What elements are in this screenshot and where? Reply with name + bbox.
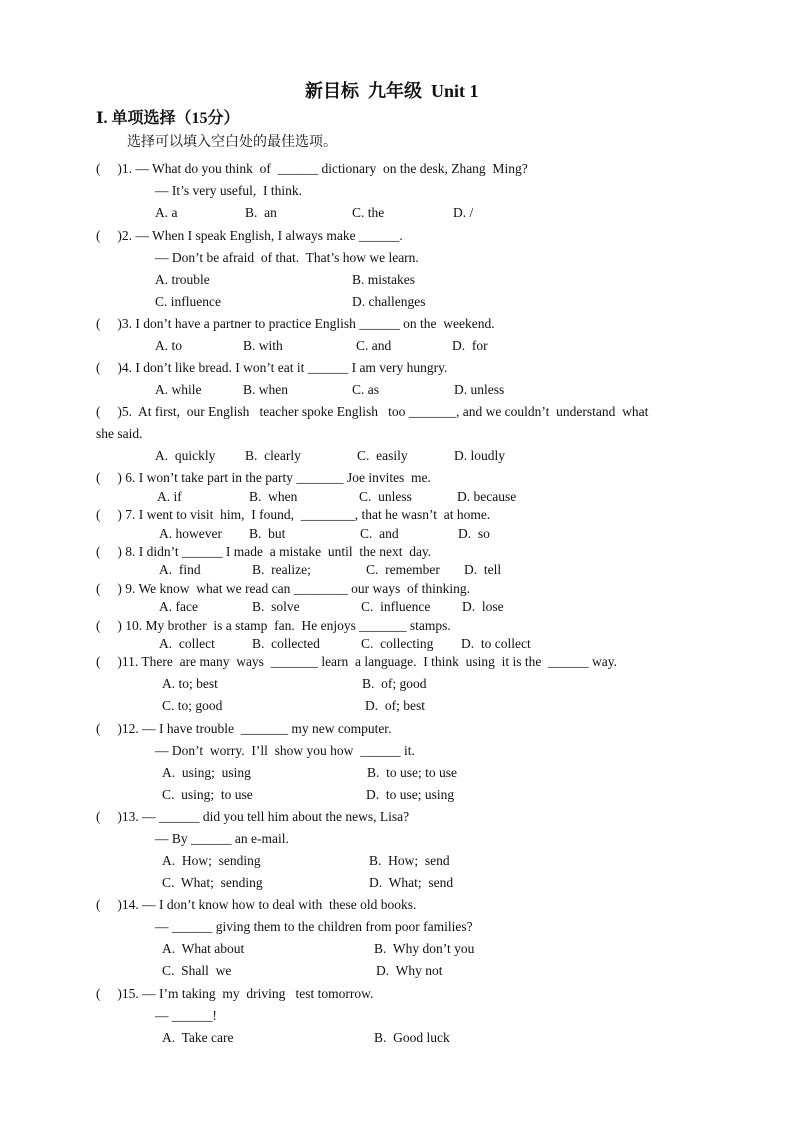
question-line: C. remember [366, 562, 440, 577]
question-line: A. a [155, 205, 178, 220]
question-line: B. when [243, 382, 288, 397]
question-line: A. What about [162, 941, 245, 956]
question-line: — By ______ an e-mail. [155, 831, 289, 846]
question-line: C. What; sending [162, 875, 263, 890]
question-line: D. for [452, 338, 488, 353]
question-line: B. Good luck [374, 1030, 450, 1045]
question-line: D. Why not [376, 963, 443, 978]
question-line: C. Shall we [162, 963, 232, 978]
question-stem: ( )5. At first, our English teacher spoke English too _______, and we couldn’t understand what [96, 404, 649, 419]
question-line: — ______! [155, 1008, 217, 1023]
question-line: B. of; good [362, 676, 427, 691]
question-line: B. realize; [252, 562, 311, 577]
question-stem: ( )4. I don’t like bread. I won’t eat it ______ I am very hungry. [96, 360, 448, 375]
question-line: D. so [458, 526, 490, 541]
question-line: C. influence [361, 599, 431, 614]
question-line: C. the [352, 205, 385, 220]
question-stem: ( )15. — I’m taking my driving test tomorrow. [96, 986, 374, 1001]
page-title: 新目标 九年级 Unit 1 [305, 81, 479, 101]
question-line: — Don’t be afraid of that. That’s how we learn. [155, 250, 419, 265]
question-line: B. but [249, 526, 286, 541]
question-line: B. to use; to use [367, 765, 457, 780]
question-stem: ( ) 8. I didn’t ______ I made a mistake until the next day. [96, 544, 432, 559]
question-line: A. while [155, 382, 202, 397]
question-line: D. to use; using [366, 787, 455, 802]
question-line: A. collect [159, 636, 215, 651]
question-line: she said. [96, 426, 143, 441]
question-line: B. mistakes [352, 272, 415, 287]
question-line: B. with [243, 338, 283, 353]
question-line: A. Take care [162, 1030, 234, 1045]
question-line: D. loudly [454, 448, 506, 463]
question-line: D. to collect [461, 636, 531, 651]
question-line: — ______ giving them to the children from poor families? [155, 919, 473, 934]
question-line: C. influence [155, 294, 221, 309]
question-stem: ( ) 10. My brother is a stamp fan. He enjoys _______ stamps. [96, 618, 451, 633]
question-line: B. solve [252, 599, 300, 614]
question-stem: ( )11. There are many ways _______ learn a language. I think using it is the ______ way. [96, 654, 618, 669]
question-line: D. tell [464, 562, 502, 577]
question-line: D. of; best [365, 698, 425, 713]
question-line: D. / [453, 205, 474, 220]
section-instruction: 选择可以填入空白处的最佳选项。 [127, 135, 337, 150]
question-line: — Don’t worry. I’ll show you how ______ it. [155, 743, 415, 758]
question-line: D. challenges [352, 294, 426, 309]
question-line: B. collected [252, 636, 320, 651]
question-line: A. find [159, 562, 201, 577]
question-line: D. What; send [369, 875, 454, 890]
question-stem: ( )13. — ______ did you tell him about the news, Lisa? [96, 809, 410, 824]
question-stem: ( )14. — I don’t know how to deal with these old books. [96, 897, 417, 912]
question-line: B. clearly [245, 448, 301, 463]
question-line: D. unless [454, 382, 505, 397]
question-line: C. to; good [162, 698, 223, 713]
question-line: A. quickly [155, 448, 216, 463]
section-heading: Ⅰ. 单项选择（15分） [96, 110, 240, 127]
question-line: C. and [356, 338, 392, 353]
question-line: D. lose [462, 599, 504, 614]
question-line: C. collecting [361, 636, 434, 651]
question-stem: ( ) 7. I went to visit him, I found, ________, that he wasn’t at home. [96, 507, 491, 522]
question-line: C. and [360, 526, 399, 541]
question-line: A. How; sending [162, 853, 261, 868]
question-line: C. easily [357, 448, 408, 463]
question-stem: ( ) 6. I won’t take part in the party _______ Joe invites me. [96, 470, 431, 485]
question-line: B. Why don’t you [374, 941, 475, 956]
question-line: A. however [159, 526, 222, 541]
question-line: A. using; using [162, 765, 251, 780]
question-line: A. trouble [155, 272, 210, 287]
question-line: B. How; send [369, 853, 450, 868]
question-line: — It’s very useful, I think. [155, 183, 302, 198]
question-line: A. if [157, 489, 182, 504]
question-stem: ( )3. I don’t have a partner to practice English ______ on the weekend. [96, 316, 495, 331]
question-line: C. unless [359, 489, 412, 504]
question-line: B. when [249, 489, 298, 504]
question-stem: ( )12. — I have trouble _______ my new computer. [96, 721, 392, 736]
question-stem: ( )1. — What do you think of ______ dictionary on the desk, Zhang Ming? [96, 161, 528, 176]
question-line: D. because [457, 489, 517, 504]
question-line: A. to [155, 338, 182, 353]
question-line: A. face [159, 599, 198, 614]
question-line: A. to; best [162, 676, 218, 691]
question-line: C. using; to use [162, 787, 253, 802]
question-stem: ( ) 9. We know what we read can ________ our ways of thinking. [96, 581, 470, 596]
question-stem: ( )2. — When I speak English, I always make ______. [96, 228, 403, 243]
question-line: B. an [245, 205, 277, 220]
question-line: C. as [352, 382, 379, 397]
